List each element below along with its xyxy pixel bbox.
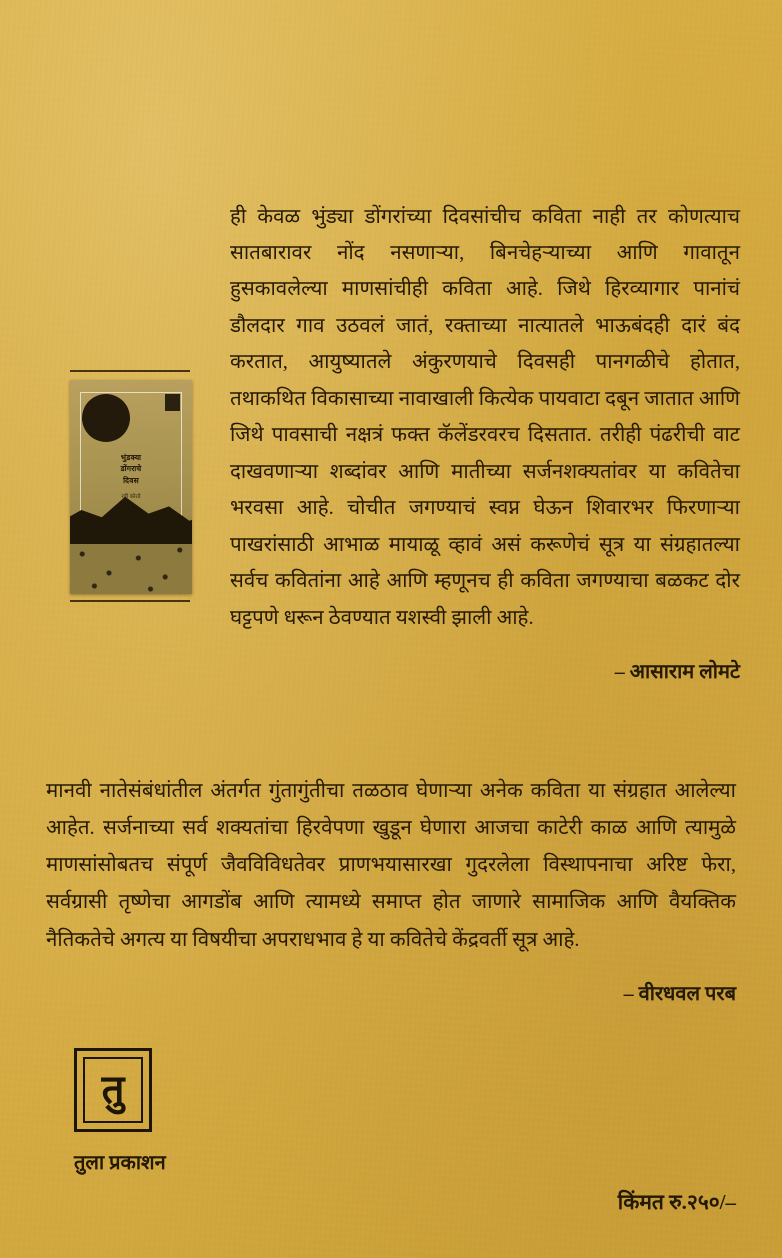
ground-illustration [70,544,192,594]
cover-thumbnail-author: रवी कोरडे [121,494,141,500]
publisher-name: तुला प्रकाशन [74,1152,166,1174]
cover-title-line-1: भुंडक्या [120,453,142,462]
cover-title-line-2: डोंगराचे [120,464,142,474]
divider-above-thumbnail [70,370,190,372]
publisher-block [74,1048,274,1175]
publisher-logo-icon [74,1048,152,1132]
second-blurb-attribution: – वीरधवल परब [623,983,736,1006]
cover-thumbnail-title [70,452,192,486]
publisher-logo-glyph: तु [101,1067,125,1112]
cover-thumbnail-column [0,178,230,602]
first-blurb-attribution: – आसाराम लोमटे [614,660,740,683]
second-blurb-text: मानवी नातेसंबंधांतील अंतर्गत गुंतागुंतीचा तळठाव घेणाऱ्या अनेक कविता या संग्रहात आलेल्या आहेत. सर्जनाच्या सर्व शक्यतांचा हिरवेपणा खुडून घेणारा आजचा काटेरी काळ आणि त्यामुळे माणसांसोबतच संपूर्ण जैवविविधतेवर प्राणभयासारखा गुदरलेला विस्थापनाचा अरिष्ट फेरा, सर्वग्रासी तृष्णेचा आगडोंब आणि त्यामध्ये समाप्त होत जाणारे सामाजिक आणि वैयक्तिक नैतिकतेचे अगत्य या विषयीचा अपराधभाव हे या कवितेचे केंद्रवर्ती सूत्र आहे. [46,779,736,951]
price-label: किंमत रु.२५०/– [617,1190,736,1214]
front-cover-thumbnail [70,380,192,594]
top-section [0,178,782,684]
second-blurb-section [46,752,736,1006]
first-blurb-text: ही केवळ भुंड्या डोंगरांच्या दिवसांचीच कविता नाही तर कोणत्याच सातबारावर नोंद नसणाऱ्या, बिनचेहऱ्याच्या आणि गावातून हुसकावलेल्या माणसांचीही कविता आहे. जिथे हिरव्यागार पानांचं डौलदार गाव उठवलं जातं, रक्ताच्या नात्यातले भाऊबंदही दारं बंद करतात, आयुष्यातले अंकुरणयाचे दिवसही पानगळीचे होतात, तथाकथित विकासाच्या नावाखाली कित्येक पायवाटा दबून जातात आणि जिथे पावसाची नक्षत्रं फक्त कॅलेंडरवरच दिसतात. तरीही पंढरीची वाट दाखवणाऱ्या शब्दांवर आणि मातीच्या सर्जनशक्यतांवर या कवितेचा भरवसा आहे. चोचीत जगण्याचं स्वप्न घेऊन शिवारभर फिरणाऱ्या पाखरांसाठी आभाळ मायाळू व्हावं असं करूणेचं सूत्र या संग्रहातल्या सर्वच कवितांना आहे आणि म्हणूनच ही कविता जगण्याचा बळकट दोर घट्टपणे धरून ठेवण्यात यशस्वी झाली आहे. [230,205,740,629]
divider-below-thumbnail [70,600,190,602]
cover-title-line-3: दिवस [123,475,139,485]
first-blurb-column [230,178,782,684]
